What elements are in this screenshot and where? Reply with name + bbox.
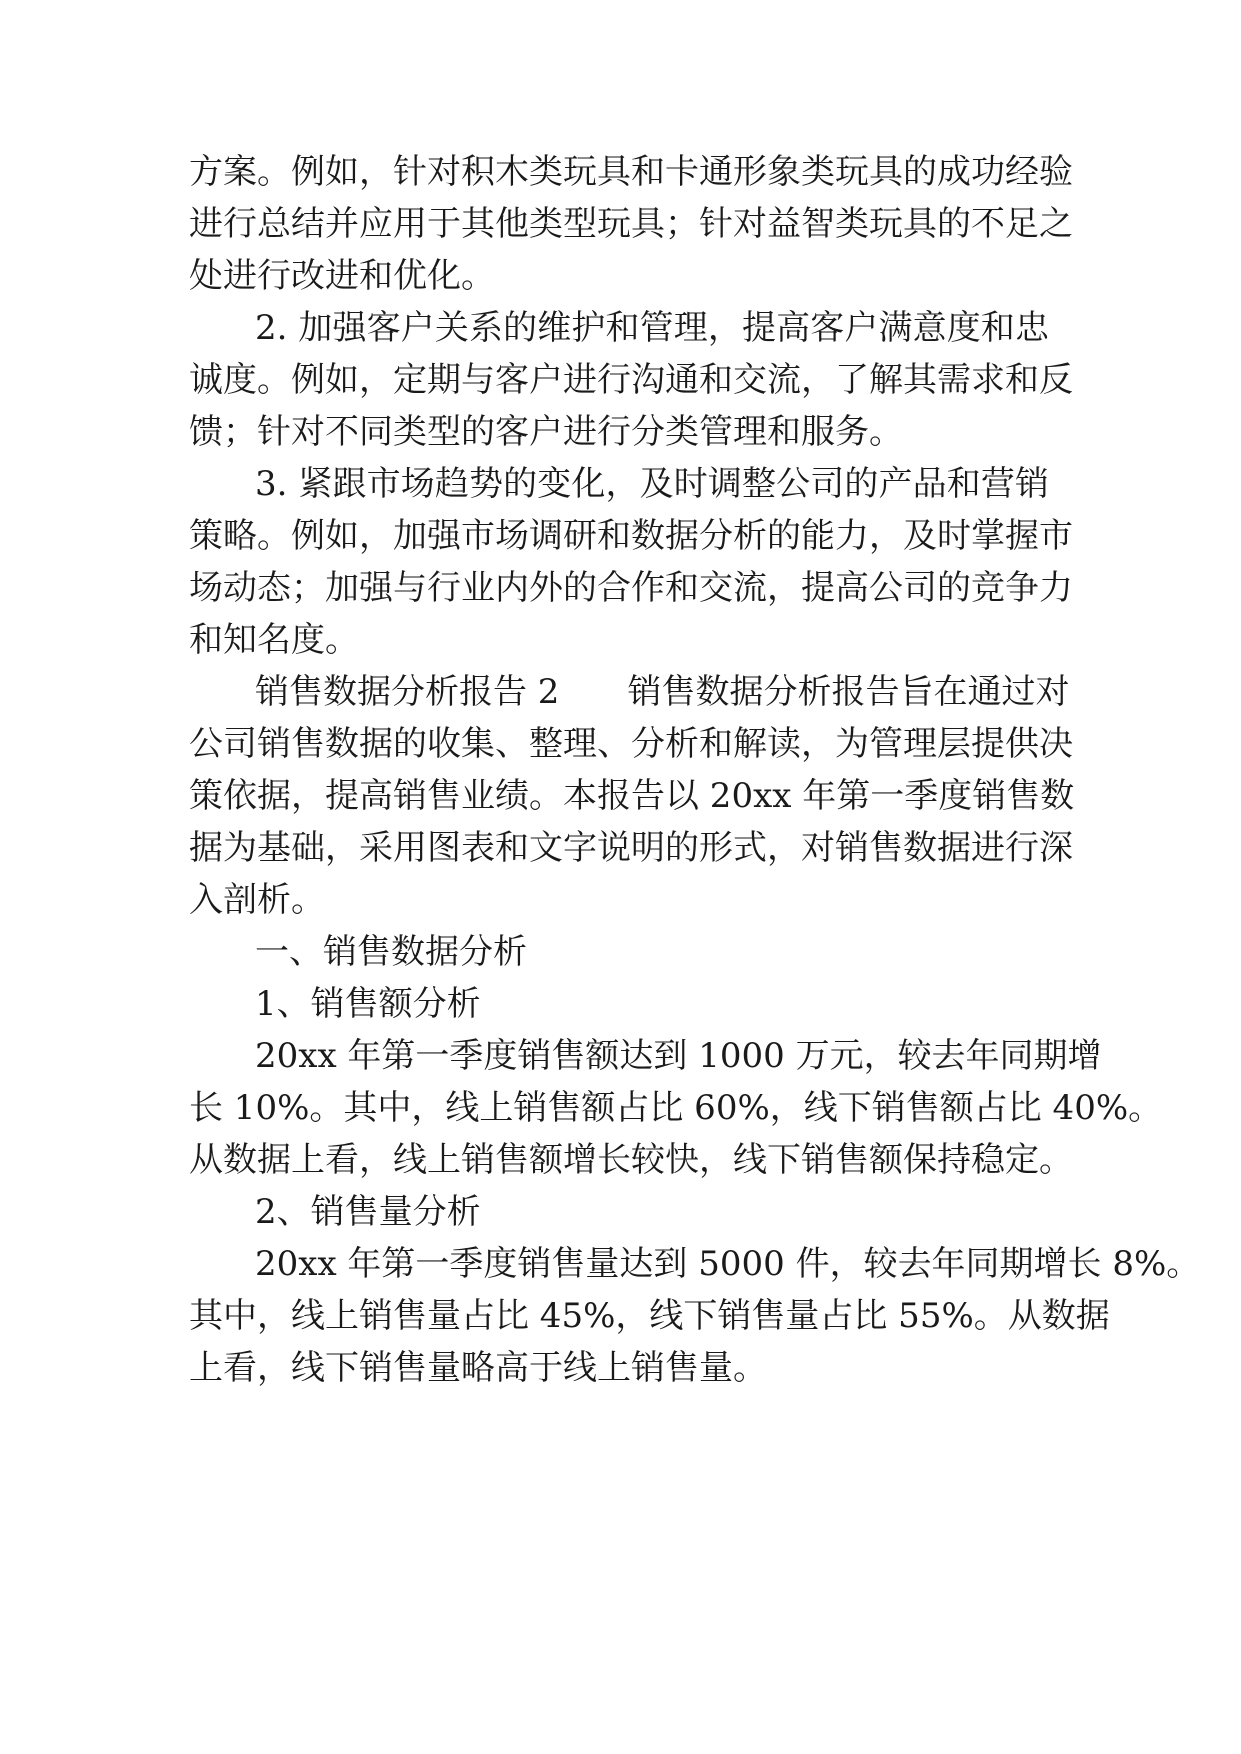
subsection-heading-sales-amount: 1、销售额分析: [255, 984, 481, 1024]
text-line: 馈；针对不同类型的客户进行分类管理和服务。: [189, 412, 903, 452]
subsection-heading-sales-volume: 2、销售量分析: [255, 1192, 481, 1232]
text-line: 策依据，提高销售业绩。本报告以 20xx 年第一季度销售数: [189, 776, 1075, 816]
text-line: 20xx 年第一季度销售量达到 5000 件，较去年同期增长 8%。: [255, 1244, 1201, 1284]
text-line: 诚度。例如，定期与客户进行沟通和交流，了解其需求和反: [189, 360, 1073, 400]
text-line: 策略。例如，加强市场调研和数据分析的能力，及时掌握市: [189, 516, 1073, 556]
text-line: 方案。例如，针对积木类玩具和卡通形象类玩具的成功经验: [189, 152, 1073, 192]
text-line: 入剖析。: [189, 880, 325, 920]
text-line: 公司销售数据的收集、整理、分析和解读，为管理层提供决: [189, 724, 1073, 764]
report-2-intro: 销售数据分析报告 2 销售数据分析报告旨在通过对: [255, 672, 1070, 712]
text-line: 其中，线上销售量占比 45%，线下销售量占比 55%。从数据: [189, 1296, 1110, 1336]
text-line: 进行总结并应用于其他类型玩具；针对益智类玩具的不足之: [189, 204, 1073, 244]
list-item-3: 3. 紧跟市场趋势的变化，及时调整公司的产品和营销: [255, 464, 1049, 504]
text-line: 处进行改进和优化。: [189, 256, 495, 296]
text-line: 长 10%。其中，线上销售额占比 60%，线下销售额占比 40%。: [189, 1088, 1163, 1128]
text-line: 据为基础，采用图表和文字说明的形式，对销售数据进行深: [189, 828, 1073, 868]
section-heading: 一、销售数据分析: [255, 932, 527, 972]
text-line: 场动态；加强与行业内外的合作和交流，提高公司的竞争力: [189, 568, 1073, 608]
text-line: 20xx 年第一季度销售额达到 1000 万元，较去年同期增: [255, 1036, 1102, 1076]
list-item-2: 2. 加强客户关系的维护和管理，提高客户满意度和忠: [255, 308, 1049, 348]
text-line: 从数据上看，线上销售额增长较快，线下销售额保持稳定。: [189, 1140, 1073, 1180]
text-line: 上看，线下销售量略高于线上销售量。: [189, 1348, 767, 1388]
text-line: 和知名度。: [189, 620, 359, 660]
